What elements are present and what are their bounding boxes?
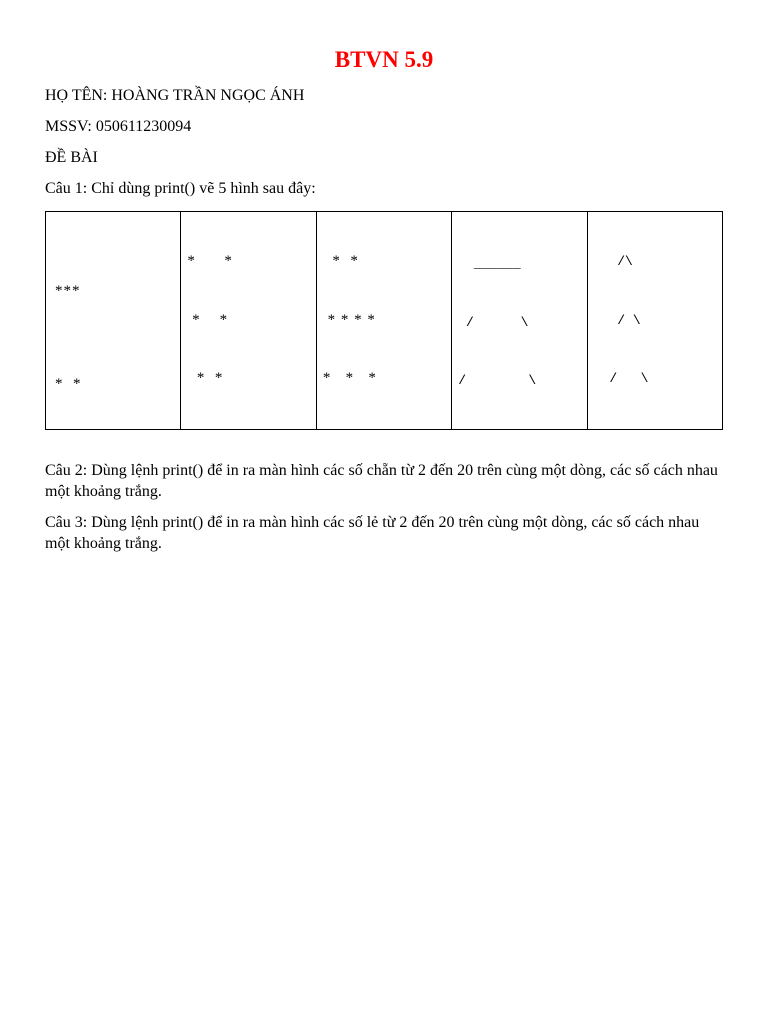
shape-3-row: * * * [322,370,377,386]
shape-5-row: / \ [601,312,641,328]
shape-cell-2 [181,212,316,429]
student-name: HỌ TÊN: HOÀNG TRẦN NGỌC ÁNH [45,87,305,104]
shape-2-row: * * [187,311,229,328]
shape-cell-5 [588,212,722,429]
shape-cell-4 [452,212,587,429]
shape-2-row [187,428,233,430]
shape-4-row: ______ [458,256,521,271]
shape-4-row: / \ [458,373,537,388]
shape-3-row [323,428,387,430]
shape-2-row: * * [187,370,224,386]
section-heading: ĐỀ BÀI [45,149,98,166]
shape-art-1 [55,214,93,429]
question-2: Câu 2: Dùng lệnh print() để in ra màn hình các số chẵn từ 2 đến 20 trên cùng một dòng, các số cách nhau một khoảng trắng. [45,462,718,500]
shape-1-row: * * [55,376,82,392]
shape-cell-3 [317,212,452,429]
shape-art-2 [187,213,233,429]
question-1: Câu 1: Chỉ dùng print() vẽ 5 hình sau đây: [45,180,316,197]
shape-5-row [602,428,664,430]
shape-1-row: *** [55,283,81,299]
document-title: BTVN 5.9 [334,47,434,72]
shape-5-row: / \ [601,371,649,386]
shape-art-3 [323,213,387,429]
shapes-table [45,211,723,430]
shape-3-row: * * [322,253,359,269]
question-3: Câu 3: Dùng lệnh print() để in ra màn hình các số lẻ từ 2 đến 20 trên cùng một dòng, các số cách nhau một khoảng trắng. [45,514,700,552]
shape-5-row: /\ [601,254,633,269]
shape-art-5 [602,213,664,429]
shape-cell-1 [46,212,181,429]
shape-3-row: * * * * [322,311,376,328]
shape-2-row: * * [187,253,233,269]
shape-art-4 [458,215,587,429]
student-id: MSSV: 050611230094 [45,118,192,135]
shape-4-row: / \ [458,314,529,330]
